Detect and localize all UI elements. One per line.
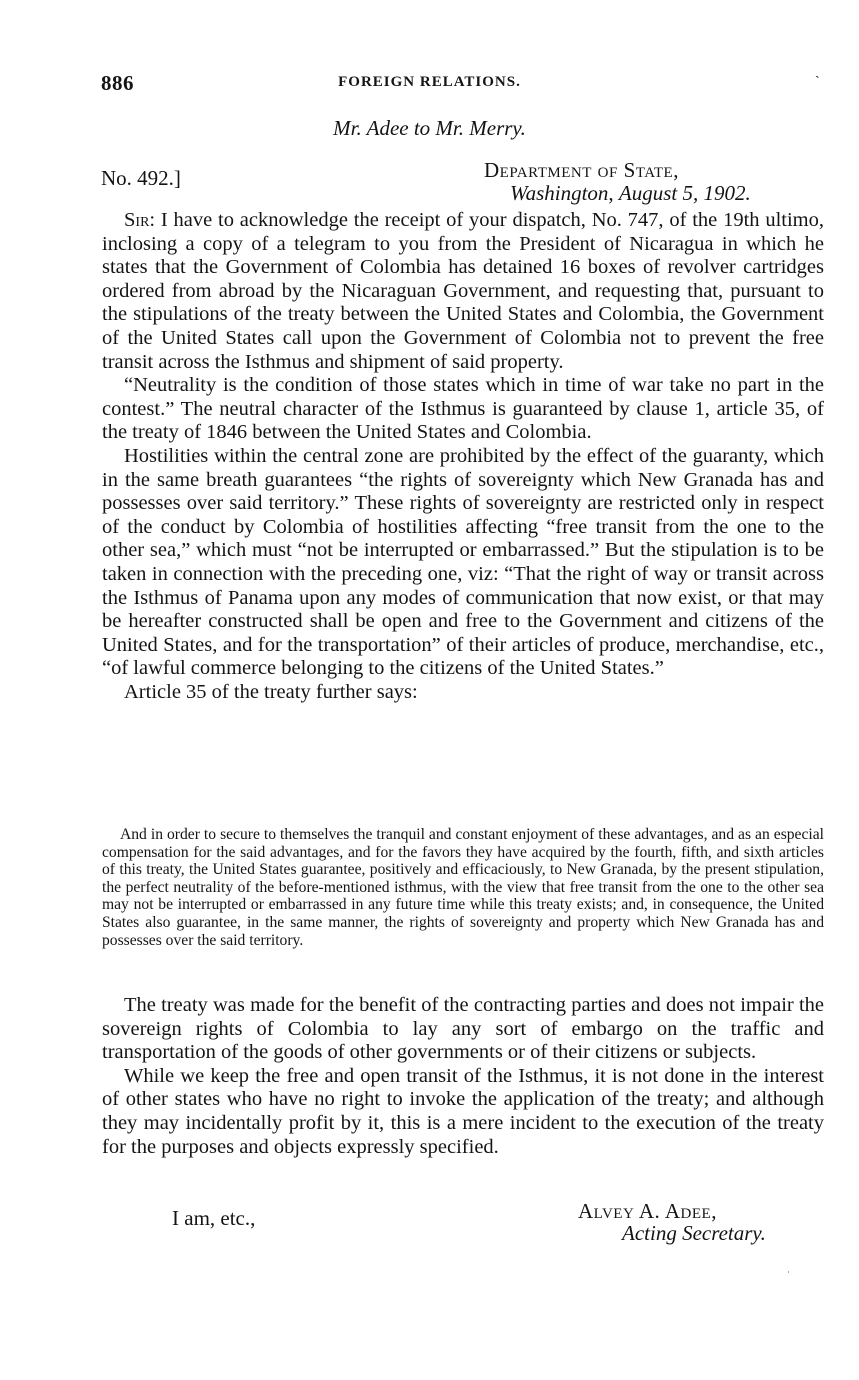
department-line: Department of State, (484, 158, 679, 182)
footer-mark: · (787, 1268, 790, 1277)
paragraph-1 (102, 209, 824, 374)
paragraph-3: Hostilities within the central zone are prohibited by the effect of the guaranty, which in the same breath guarantees “the rights of sovereignty which New Granada has and possesses over said territory.” These rights of sovereignty are restricted only in respect of the conduct by Colombia of hostilities affecting “free transit from the one to the other sea,” which must “not be interrupted or embarrassed.” But the stipulation is to be taken in connection with the preceding one, viz: “That the right of way or transit across the Isthmus of Panama upon any modes of communication that now exist, or that may be hereafter constructed shall be open and free to the Government and citizens of the United States, and for the transportation” of their articles of produce, merchandise, etc., “of lawful commerce belonging to the citizens of the United States.” (102, 444, 824, 680)
dateline-date: August 5, 1902. (618, 181, 751, 205)
page-number: 886 (101, 71, 134, 95)
signer-title: Acting Secretary. (622, 1221, 766, 1245)
complimentary-close: I am, etc., (172, 1206, 256, 1230)
salutation: Sir: (124, 209, 156, 231)
letter-body-continued (102, 994, 824, 1159)
letter-heading: Mr. Adee to Mr. Merry. (333, 116, 526, 140)
paragraph-4: Article 35 of the treaty further says: (124, 680, 418, 703)
dateline-place: Washington (510, 181, 609, 205)
signer-name: Alvey A. Adee, (578, 1199, 717, 1223)
paragraph-6: While we keep the free and open transit of the Isthmus, it is not done in the interest of other states who have no right to invoke the application of the treaty; and although they may incidentally profit by it, this is a mere incident to the execution of the treaty for the purposes and objects expressly specified. (102, 1064, 824, 1158)
paragraph-1-text: I have to acknowledge the receipt of your dispatch, No. 747, of the 19th ultimo, inclosing a copy of a telegram to you from the President of Nicaragua in which he states that the Government of Colombia has detained 16 boxes of revolver cartridges ordered from abroad by the Nicaraguan Government, and requesting that, pursuant to the stipulations of the treaty between the United States and Colombia, the Government of the United States call upon the Government of Colombia not to prevent the free transit across the Isthmus and shipment of said property. (102, 209, 824, 373)
paragraph-5: The treaty was made for the benefit of the contracting parties and does not impair the sovereign rights of Colombia to lay any sort of embargo on the traffic and transportation of the goods of other governments or of their citizens or subjects. (102, 994, 824, 1064)
letter-number: No. 492.] (101, 166, 181, 190)
paragraph-2: “Neutrality is the condition of those states which in time of war take no part in the contest.” The neutral character of the Isthmus is guaranteed by clause 1, article 35, of the treaty of 1846 between the United States and Colombia. (102, 374, 824, 444)
treaty-quotation: And in order to secure to themselves the tranquil and constant enjoyment of these advantages, and as an especial compensation for the said advantages, and for the favors they have acquired by the fourth, fifth, and sixth articles of this treaty, the United States guarantee, positively and efficaciously, to New Granada, by the present stipulation, the perfect neutrality of the before-mentioned isthmus, with the view that free transit from the one to the other sea may not be interrupted or embarrassed in any future time while this treaty exists; and, in consequence, the United States also guarantee, in the same manner, the rights of sovereignty and property which New Granada has and possesses over the said territory. (102, 826, 824, 949)
running-head: FOREIGN RELATIONS. (338, 74, 521, 90)
dateline: Washington, August 5, 1902. (510, 181, 751, 205)
print-mark: ˎ (815, 64, 820, 79)
letter-body (102, 209, 824, 704)
